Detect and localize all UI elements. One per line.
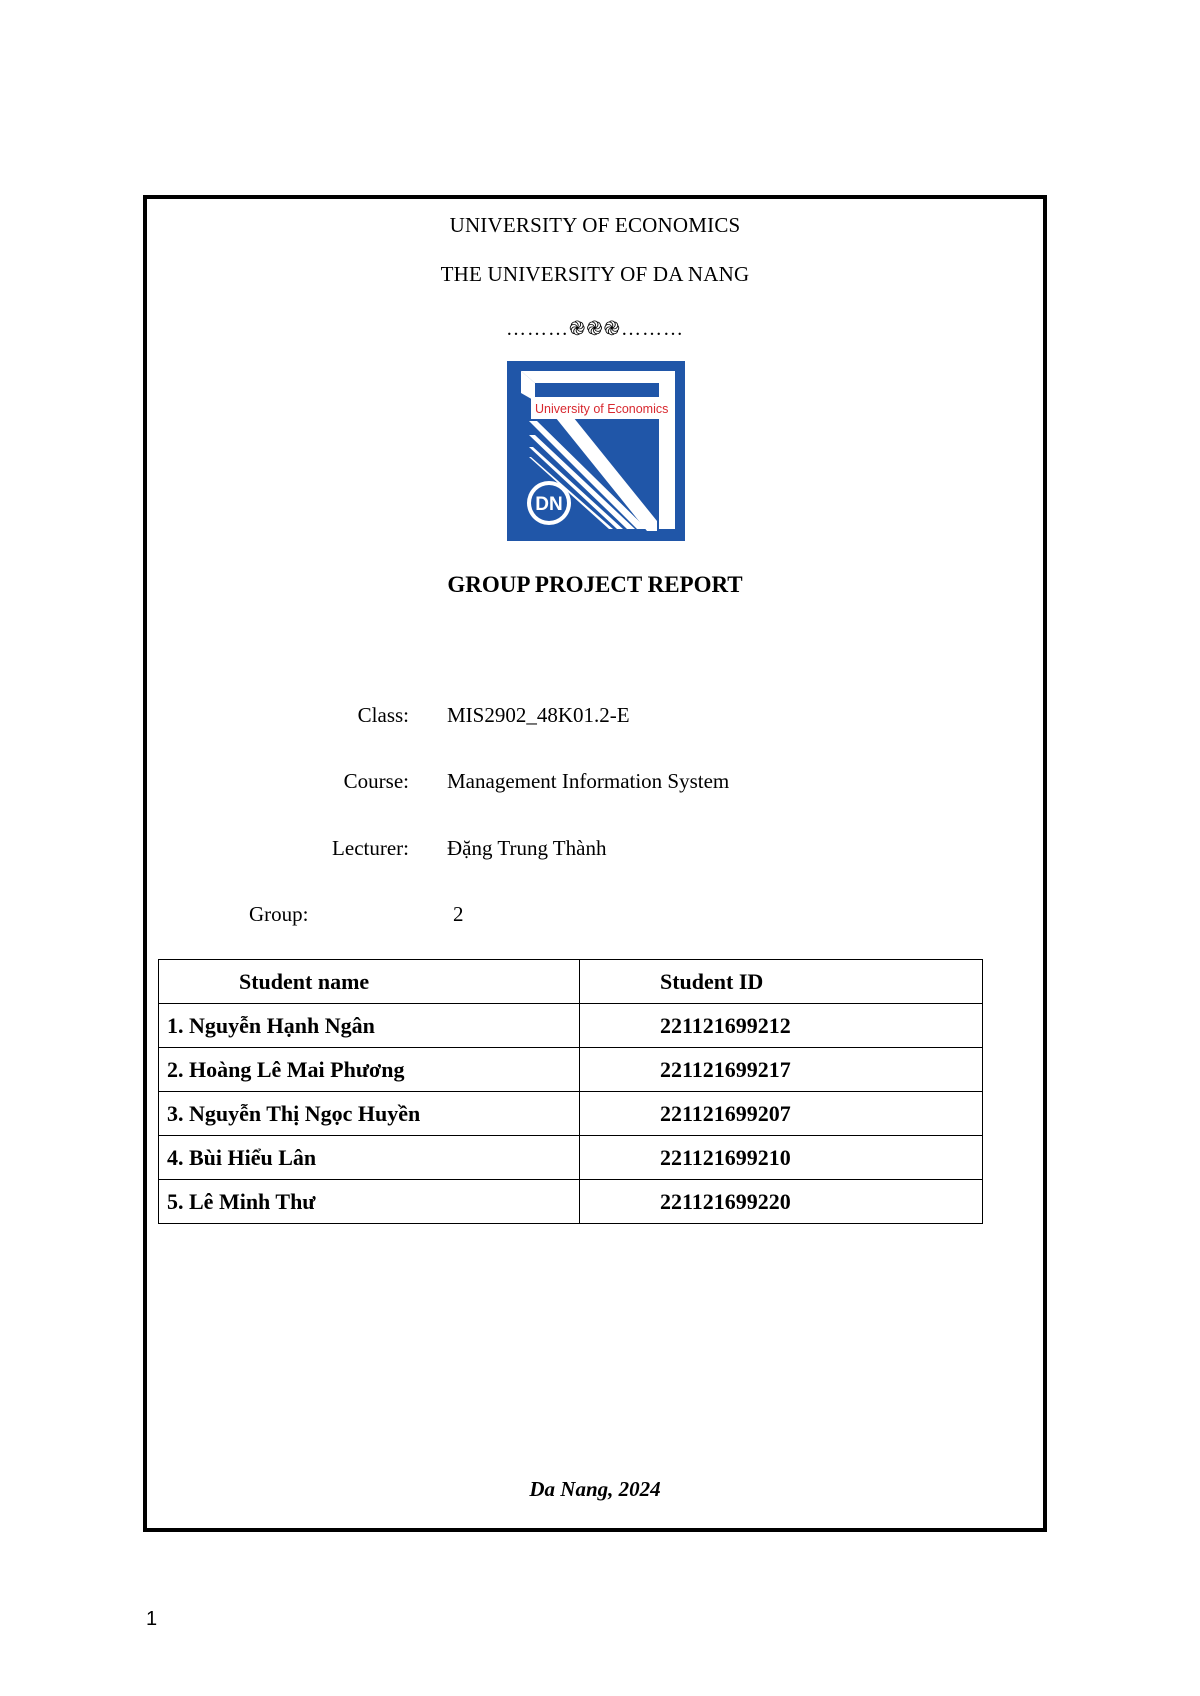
page-border-frame [143, 195, 1047, 1532]
report-title: GROUP PROJECT REPORT [447, 572, 743, 597]
student-name-cell: 1. Nguyễn Hạnh Ngân [159, 1004, 580, 1048]
lecturer-label: Lecturer: [332, 836, 409, 860]
student-name-cell: 2. Hoàng Lê Mai Phương [159, 1048, 580, 1092]
course-label: Course: [343, 769, 409, 793]
lecturer-value: Đặng Trung Thành [447, 836, 607, 860]
parent-university-name: THE UNIVERSITY OF DA NANG [440, 262, 750, 286]
student-id-cell: 221121699220 [580, 1180, 983, 1224]
class-label: Class: [357, 703, 409, 727]
place-and-year: Da Nang, 2024 [529, 1477, 661, 1501]
page-number: 1 [146, 1608, 158, 1630]
header-student-id: Student ID [580, 960, 983, 1004]
logo-graphic [507, 361, 685, 541]
table-row [159, 1004, 983, 1048]
student-name-cell: 5. Lê Minh Thư [159, 1180, 580, 1224]
decorative-divider: ………֎֎֎……… [505, 318, 685, 340]
student-name-cell: 3. Nguyễn Thị Ngọc Huyền [159, 1092, 580, 1136]
university-name: UNIVERSITY OF ECONOMICS [449, 213, 741, 237]
table-row [159, 1092, 983, 1136]
class-value: MIS2902_48K01.2-E [447, 703, 630, 727]
group-label: Group: [249, 902, 309, 926]
student-id-cell: 221121699217 [580, 1048, 983, 1092]
table-row [159, 1180, 983, 1224]
header-student-name: Student name [159, 960, 580, 1004]
student-name-cell: 4. Bùi Hiểu Lân [159, 1136, 580, 1180]
student-id-cell: 221121699210 [580, 1136, 983, 1180]
university-logo [507, 361, 685, 541]
student-id-cell: 221121699207 [580, 1092, 983, 1136]
table-row [159, 1136, 983, 1180]
table-row [159, 1048, 983, 1092]
course-value: Management Information System [447, 769, 730, 793]
student-id-cell: 221121699212 [580, 1004, 983, 1048]
logo-monogram: DN [535, 494, 563, 515]
logo-text: University of Economics [535, 402, 669, 416]
students-table [158, 959, 983, 1224]
table-header-row [159, 960, 983, 1004]
group-value: 2 [453, 902, 464, 926]
